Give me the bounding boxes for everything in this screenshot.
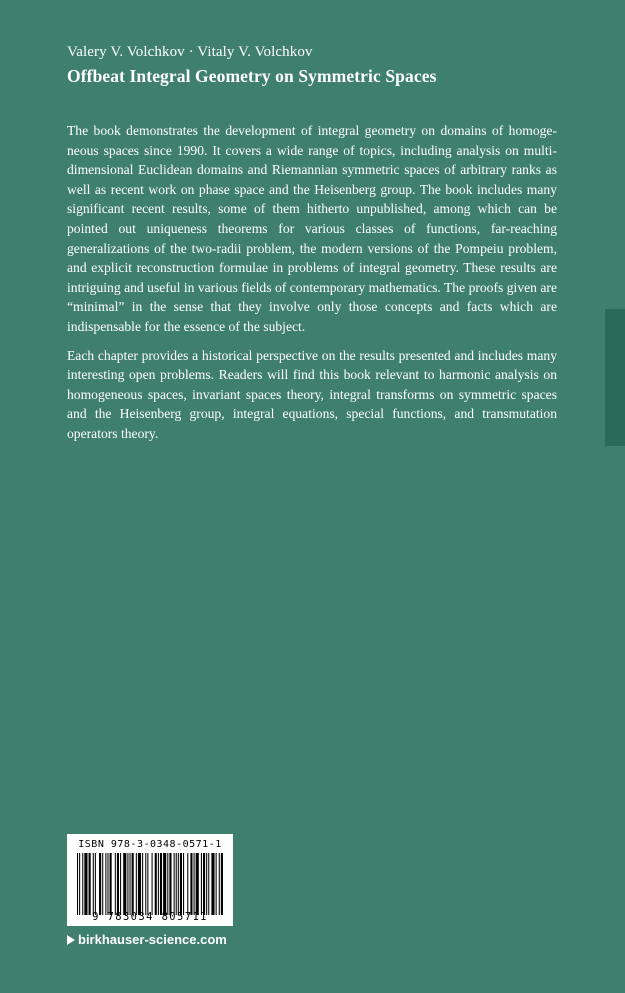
blurb-paragraph-1: The book demonstrates the development of integral geometry on domains of homogeneous spaces since 1990. It covers a wide range of topics, including analysis on multidimensional Euclidean domains and Riemannian symmetric spaces of arbitrary ranks as well as recent work on phase space and the Heisenberg group. The book includes many significant recent results, some of them hitherto unpublished, among which can be pointed out uniqueness theorems for various classes of functions, far-reaching generalizations of the two-radii problem, the modern versions of the Pompeiu problem, and explicit reconstruction formulae in problems of integral geometry. These results are intriguing and useful in various fields of contemporary mathematics. The proofs given are “minimal” in the sense that they involve only those concepts and facts which are indispensable for the essence of the subject. (67, 123, 557, 334)
barcode-bar (180, 853, 182, 915)
color-tab (605, 309, 625, 446)
barcode-bar (99, 853, 101, 915)
barcode-bar (132, 853, 134, 915)
barcode-bar (158, 853, 159, 915)
barcode-digits: 9 783034 805711 (92, 911, 208, 923)
barcode-bar (160, 853, 162, 915)
barcode-bar (194, 853, 195, 915)
barcode-bar (206, 853, 207, 915)
barcode-bar (174, 853, 175, 915)
barcode-bar (115, 853, 116, 915)
barcode-bar (178, 853, 179, 915)
barcode (77, 853, 223, 915)
barcode-bar (208, 853, 209, 915)
book-title: Offbeat Integral Geometry on Symmetric Spaces (67, 66, 437, 86)
barcode-bar (176, 853, 177, 915)
publisher-link[interactable] (67, 932, 227, 947)
barcode-bar (203, 853, 205, 915)
barcode-bar (120, 853, 121, 915)
barcode-bar (216, 853, 217, 915)
barcode-bar (123, 853, 126, 915)
barcode-bar (145, 853, 146, 915)
barcode-bar (167, 853, 168, 915)
barcode-bar (142, 853, 143, 915)
barcode-bar (187, 853, 188, 915)
barcode-bar (82, 853, 83, 915)
barcode-bar (105, 853, 106, 915)
barcode-bar (110, 853, 112, 915)
barcode-bar (136, 853, 137, 915)
barcode-bar (107, 853, 108, 915)
barcode-bar (163, 853, 166, 915)
barcode-bar (95, 853, 96, 915)
barcode-bar (138, 853, 141, 915)
barcode-bar (190, 853, 192, 915)
barcode-bar (84, 853, 87, 915)
blurb-paragraph-2: Each chapter provides a historical perspective on the results presented and includes many interesting open problems. Readers will find this book relevant to harmonic analysis on homogeneous spaces, invariant spaces theory, integral transforms on symmetric spaces and the Heisenberg group, integral equations, special functions, and transmutation operators theory. (67, 347, 557, 441)
barcode-bar (102, 853, 103, 915)
isbn-label: ISBN 978-3-0348-0571-1 (78, 839, 222, 850)
triangle-right-icon (67, 935, 75, 945)
barcode-bar (211, 853, 214, 915)
barcode-bar (117, 853, 119, 915)
barcode-bar (169, 853, 171, 915)
barcode-bar (89, 853, 91, 915)
barcode-bar (79, 853, 80, 915)
barcode-bar (77, 853, 78, 915)
website-label: birkhauser-science.com (78, 932, 227, 947)
barcode-bar (147, 853, 148, 915)
barcode-bar (219, 853, 220, 915)
barcode-bar (130, 853, 131, 915)
barcode-bar (127, 853, 128, 915)
barcode-panel (67, 834, 233, 926)
barcode-bar (201, 853, 202, 915)
authors: Valery V. Volchkov · Vitaly V. Volchkov (67, 44, 313, 60)
barcode-bar (221, 853, 223, 915)
barcode-bar (183, 853, 184, 915)
barcode-bar (155, 853, 157, 915)
barcode-bar (93, 853, 94, 915)
barcode-bar (152, 853, 153, 915)
barcode-bar (196, 853, 199, 915)
blurb-text (67, 121, 557, 453)
